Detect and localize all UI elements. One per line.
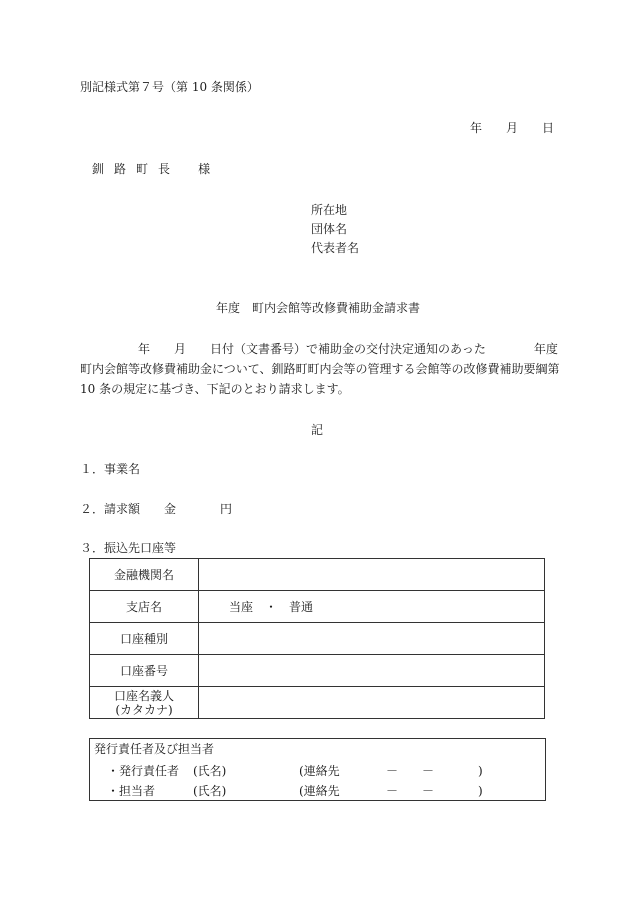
table-row xyxy=(90,559,545,591)
institution-label: 金融機関名 xyxy=(90,559,199,591)
account-kind-options xyxy=(199,591,545,623)
account-holder-value xyxy=(199,687,545,719)
organization-label: 団体名 xyxy=(311,222,348,236)
issuer-contact-label: (連絡先 xyxy=(299,764,340,778)
body-line-2: 町内会館等改修費補助金について、釧路町町内会等の管理する会館等の改修費補助要綱第 xyxy=(80,362,560,376)
table-row xyxy=(90,591,545,623)
addressee-char: 路 xyxy=(114,162,127,176)
account-type-value xyxy=(199,623,545,655)
issuer-close-paren: ) xyxy=(478,764,483,778)
contact-dash: － xyxy=(386,784,399,798)
bank-account-table xyxy=(89,558,545,719)
body-line-3: 10 条の規定に基づき、下記のとおり請求します。 xyxy=(80,382,350,396)
amount-yen: 円 xyxy=(220,502,233,516)
issuer-label: ・発行責任者 xyxy=(107,764,180,778)
date-line xyxy=(470,121,554,135)
issuer-dash: － xyxy=(386,764,399,778)
account-holder-line: 口座名義人 xyxy=(113,688,174,703)
issuer-dash: － xyxy=(422,764,435,778)
toza-option: 当座 xyxy=(229,599,254,614)
ki-heading: 記 xyxy=(311,423,324,437)
account-type-label: 口座種別 xyxy=(90,623,199,655)
branch-label: 支店名 xyxy=(90,591,199,623)
date-day: 日 xyxy=(542,121,555,135)
contact-contact-label: (連絡先 xyxy=(299,784,340,798)
table-row xyxy=(90,623,545,655)
addressee-char: 長 xyxy=(158,162,171,176)
bank-account-label: ３．振込先口座等 xyxy=(80,541,177,555)
contact-dash: － xyxy=(422,784,435,798)
amount-kin: 金 xyxy=(164,502,177,516)
amount-label: ２．請求額 xyxy=(80,502,141,516)
address-label: 所在地 xyxy=(311,203,348,217)
issuer-name-label: (氏名) xyxy=(193,764,227,778)
addressee-honorific: 様 xyxy=(198,162,211,176)
account-number-label: 口座番号 xyxy=(90,655,199,687)
table-row xyxy=(90,655,545,687)
representative-label: 代表者名 xyxy=(311,241,360,255)
body-fiscal-year: 年度 xyxy=(533,342,558,356)
body-text: 日付（文書番号）で補助金の交付決定通知のあった xyxy=(210,342,486,356)
form-code: 別記様式第７号（第 10 条関係） xyxy=(80,80,259,94)
account-holder-kana: (カタカナ) xyxy=(115,702,173,717)
project-name-label: １．事業名 xyxy=(80,462,141,476)
institution-value xyxy=(199,559,545,591)
document-title xyxy=(216,301,420,315)
title-year: 年度 xyxy=(216,301,241,315)
body-month: 月 xyxy=(174,342,187,356)
addressee-char: 釧 xyxy=(92,162,105,176)
contact-close-paren: ) xyxy=(478,784,483,798)
account-holder-label xyxy=(90,687,199,719)
addressee xyxy=(92,162,210,176)
date-month: 月 xyxy=(506,121,519,135)
body-line-1 xyxy=(138,342,558,356)
date-year: 年 xyxy=(470,121,483,135)
amount-line xyxy=(80,502,232,516)
futsu-option: 普通 xyxy=(289,599,314,614)
issuer-heading: 発行責任者及び担当者 xyxy=(94,742,215,756)
body-year: 年 xyxy=(138,342,151,356)
option-separator: ・ xyxy=(265,599,278,614)
title-text: 町内会館等改修費補助金請求書 xyxy=(252,301,421,315)
account-number-value xyxy=(199,655,545,687)
table-row xyxy=(90,687,545,719)
contact-name-label: (氏名) xyxy=(193,784,227,798)
addressee-char: 町 xyxy=(136,162,149,176)
contact-person-label: ・担当者 xyxy=(107,784,156,798)
